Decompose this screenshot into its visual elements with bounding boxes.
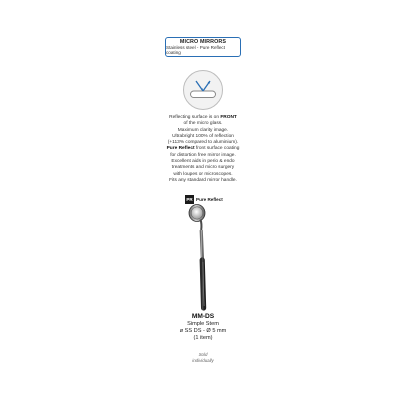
description-line [148, 178, 258, 184]
sold-line: Sold [198, 352, 208, 357]
description-emphasis: FRONT [220, 115, 237, 120]
product-size: ø SS DS - Ø 5 mm [179, 328, 227, 334]
description-text: for distortion free mirror image. [170, 152, 236, 158]
description-emphasis: Pure Reflect [166, 146, 195, 152]
product-category-header [165, 37, 241, 57]
product-info [163, 313, 243, 342]
description-text: Maximum clarity image. [177, 127, 229, 133]
description-text: Fits any standard mirror handle. [169, 177, 237, 183]
product-code: MM-DS [191, 313, 215, 320]
description-text: Reflecting surface is on [169, 115, 221, 120]
reflection-diagram-icon [182, 69, 224, 111]
description-text: treatments and micro surgery [171, 165, 235, 171]
dental-mirror-illustration [185, 202, 225, 312]
sold-line: individually [192, 357, 214, 363]
category-subtitle: Stainless steel - Pure Reflect coating [166, 44, 225, 55]
product-name: Simple Stem [187, 321, 219, 327]
description-text: with loupes or microscopes. [173, 171, 233, 177]
description-text: Excellent aids in perio & endo [171, 159, 235, 165]
category-title: MICRO MIRRORS [179, 38, 227, 45]
brand-label: Pure Reflect [196, 197, 223, 202]
description-text: Ultrabright 100% of reflection [172, 133, 234, 139]
description-text: of the micro glass. [183, 121, 223, 127]
brand-badge: PR [186, 197, 193, 202]
product-description [148, 115, 258, 184]
product-quantity: (1 item) [193, 335, 213, 341]
sold-note [163, 352, 243, 363]
description-text: (+113% compared to aluminium). [167, 140, 239, 146]
description-text: front surface coating [194, 146, 240, 152]
